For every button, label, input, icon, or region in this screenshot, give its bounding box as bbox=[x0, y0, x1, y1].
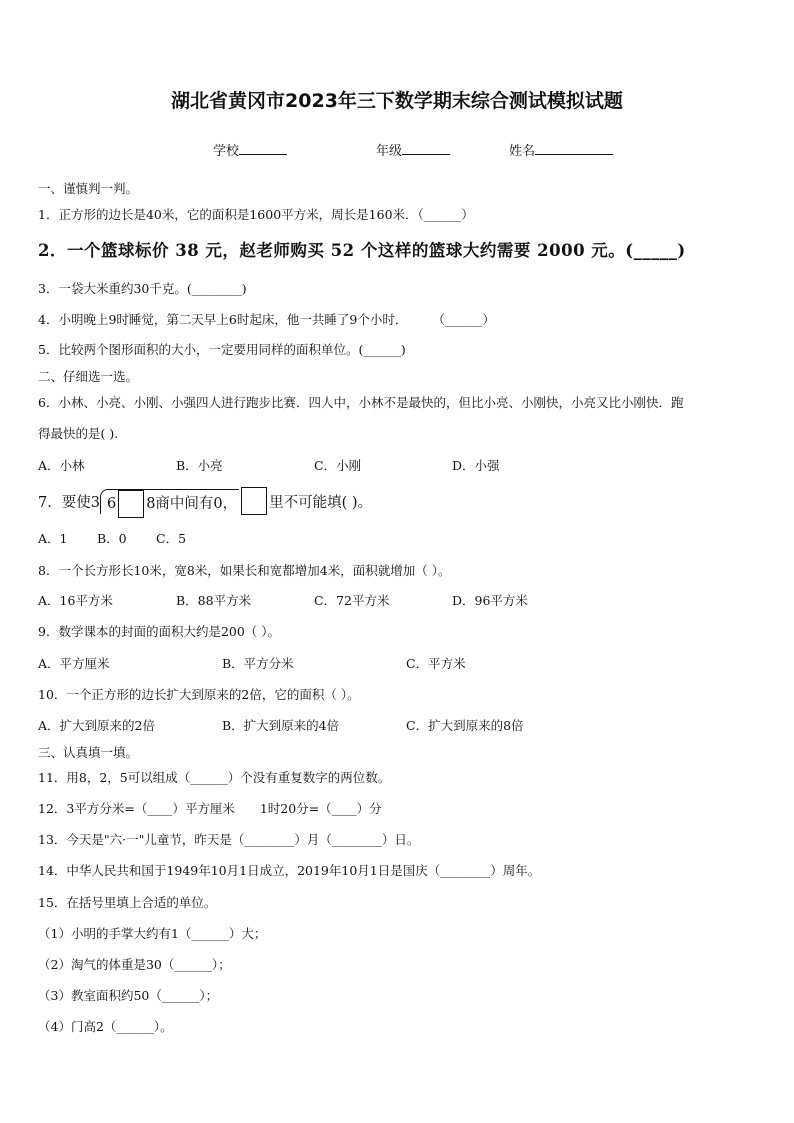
q7-option-b[interactable]: B．0 bbox=[97, 531, 127, 546]
section-heading-2: 二、仔细选一选。 bbox=[38, 369, 139, 384]
q7-option-c[interactable]: C．5 bbox=[156, 531, 187, 546]
school-field bbox=[213, 140, 287, 159]
question-10: 10．一个正方形的边长扩大到原来的2倍，它的面积（ ）。 bbox=[38, 687, 360, 702]
question-2: 2．一个篮球标价 38 元，赵老师购买 52 个这样的篮球大约需要 2000 元。(_____) bbox=[38, 241, 686, 260]
q6-option-c[interactable]: C．小刚 bbox=[314, 458, 362, 473]
q7-prefix: 7．要使3 bbox=[38, 494, 100, 511]
q8-option-a[interactable]: A．16平方米 bbox=[38, 593, 113, 608]
q15-item-4: （4）门高2（______）。 bbox=[38, 1019, 173, 1034]
q9-option-a[interactable]: A．平方厘米 bbox=[38, 656, 110, 671]
q6-option-b[interactable]: B．小亮 bbox=[176, 458, 223, 473]
q10-option-a[interactable]: A．扩大到原来的2倍 bbox=[38, 718, 155, 733]
q10-option-b[interactable]: B．扩大到原来的4倍 bbox=[222, 718, 340, 733]
question-11: 11．用8，2，5可以组成（______）个没有重复数字的两位数。 bbox=[38, 770, 391, 785]
question-6-line-2: 得最快的是( ). bbox=[38, 426, 119, 441]
q6-option-a[interactable]: A．小林 bbox=[38, 458, 85, 473]
q7-digit-2: 8商中间有0， bbox=[146, 495, 238, 512]
question-6-line-1: 6．小林、小亮、小刚、小强四人进行跑步比赛．四人中，小林不是最快的，但比小亮、小刚快，小亮又比小刚快．跑 bbox=[38, 395, 684, 410]
grade-label: 年级 bbox=[376, 144, 403, 159]
question-8: 8．一个长方形长10米，宽8米，如果长和宽都增加4米，面积就增加（ ）。 bbox=[38, 563, 451, 578]
q9-option-c[interactable]: C．平方米 bbox=[406, 656, 466, 671]
name-field bbox=[509, 140, 613, 159]
q7-suffix: 里不可能填( )。 bbox=[269, 494, 373, 511]
grade-blank[interactable] bbox=[402, 142, 450, 155]
q7-answer-box[interactable] bbox=[241, 487, 267, 515]
question-5: 5．比较两个图形面积的大小，一定要用同样的面积单位。(______) bbox=[38, 342, 406, 357]
question-14: 14．中华人民共和国于1949年10月1日成立，2019年10月1日是国庆（________）周年。 bbox=[38, 863, 541, 878]
grade-field bbox=[376, 140, 450, 159]
question-7 bbox=[38, 487, 372, 515]
name-blank[interactable] bbox=[535, 142, 613, 155]
q10-option-c[interactable]: C．扩大到原来的8倍 bbox=[406, 718, 524, 733]
q8-option-c[interactable]: C．72平方米 bbox=[314, 593, 390, 608]
question-9: 9．数学课本的封面的面积大约是200（ ）。 bbox=[38, 624, 281, 639]
q6-option-d[interactable]: D．小强 bbox=[452, 458, 500, 473]
name-label: 姓名 bbox=[509, 144, 536, 159]
question-1: 1．正方形的边长是40米，它的面积是1600平方米，周长是160米．（______） bbox=[38, 207, 474, 222]
school-blank[interactable] bbox=[239, 142, 287, 155]
school-label: 学校 bbox=[213, 144, 240, 159]
q15-item-1: （1）小明的手掌大约有1（______）大； bbox=[38, 926, 267, 941]
section-heading-1: 一、谨慎判一判。 bbox=[38, 181, 139, 196]
q8-option-b[interactable]: B．88平方米 bbox=[176, 593, 252, 608]
q9-option-b[interactable]: B．平方分米 bbox=[222, 656, 294, 671]
question-3: 3．一袋大米重约30千克。(________) bbox=[38, 281, 247, 296]
long-division-symbol bbox=[100, 489, 239, 514]
question-15: 15．在括号里填上合适的单位。 bbox=[38, 895, 217, 910]
question-13: 13．今天是"六·一"儿童节，昨天是（________）月（________）日。 bbox=[38, 832, 420, 847]
q7-digit-1: 6 bbox=[106, 495, 117, 512]
q8-option-d[interactable]: D．96平方米 bbox=[452, 593, 528, 608]
q7-digit-box[interactable] bbox=[118, 490, 144, 518]
q15-item-3: （3）教室面积约50（______）； bbox=[38, 988, 219, 1003]
page-title: 湖北省黄冈市2023年三下数学期末综合测试模拟试题 bbox=[171, 90, 623, 112]
question-4: 4．小明晚上9时睡觉，第二天早上6时起床，他一共睡了9个小时． （______） bbox=[38, 312, 495, 327]
section-heading-3: 三、认真填一填。 bbox=[38, 745, 139, 760]
question-12: 12．3平方分米=（____）平方厘米 1时20分=（____）分 bbox=[38, 801, 382, 816]
q7-option-a[interactable]: A．1 bbox=[38, 531, 68, 546]
q15-item-2: （2）淘气的体重是30（______）； bbox=[38, 957, 231, 972]
